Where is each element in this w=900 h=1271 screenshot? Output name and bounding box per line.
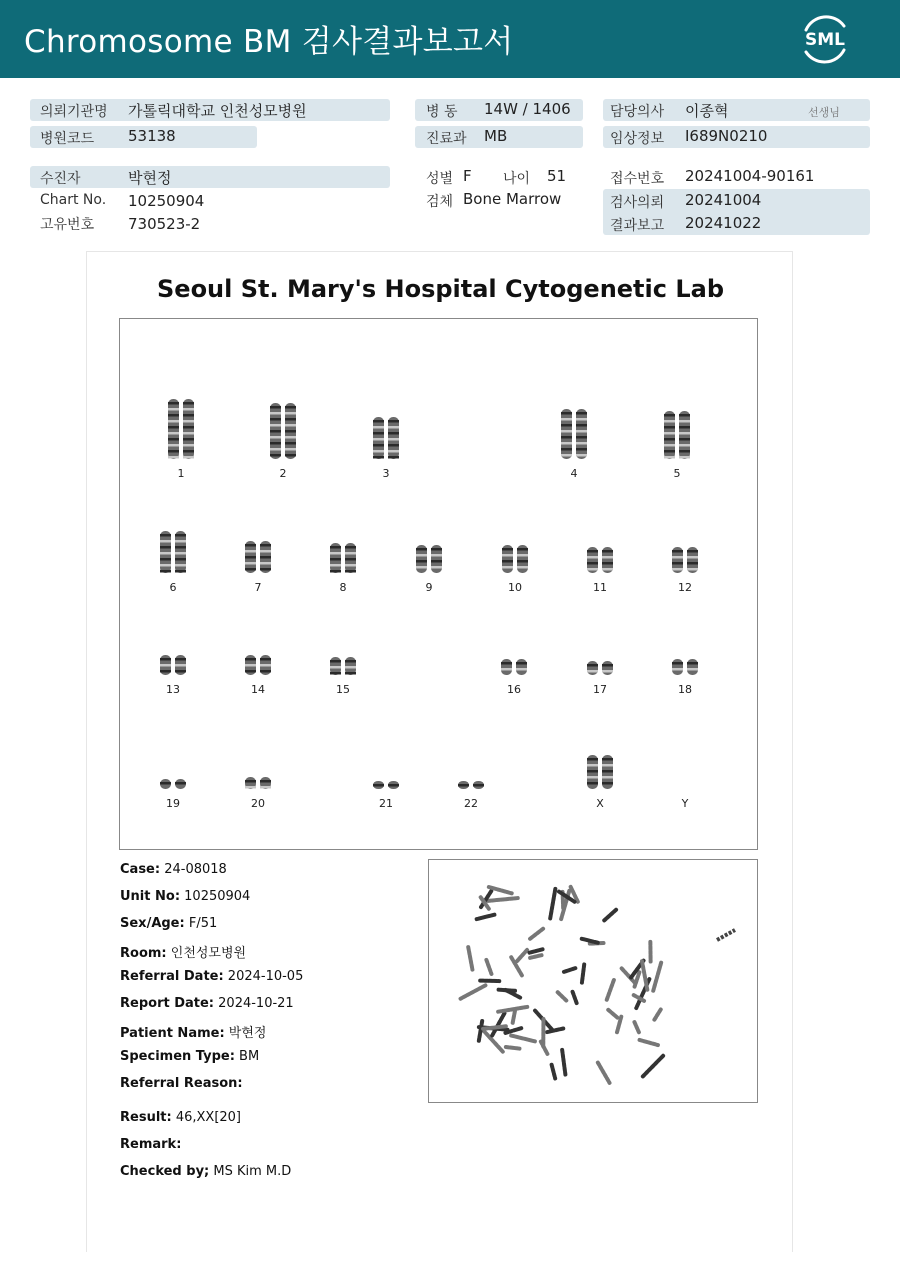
chromosome-label-20: 20 bbox=[251, 797, 265, 810]
detail-row bbox=[120, 1022, 266, 1041]
report-date-label: 결과보고 bbox=[610, 218, 665, 234]
ward-value: 14W / 1406 bbox=[484, 100, 571, 118]
detail-label: Remark: bbox=[120, 1137, 182, 1152]
ward-label: 병 동 bbox=[426, 104, 458, 120]
chromosome-label-13: 13 bbox=[166, 683, 180, 696]
chromosome-pair-8 bbox=[326, 542, 360, 574]
sml-logo-icon bbox=[798, 12, 852, 66]
detail-value: 46,XX[20] bbox=[171, 1110, 242, 1125]
chromosome-label-18: 18 bbox=[678, 683, 692, 696]
dept-label: 진료과 bbox=[426, 131, 467, 147]
detail-value: 2024-10-21 bbox=[214, 996, 294, 1011]
metaphase-image bbox=[428, 859, 758, 1103]
chromosome-label-7: 7 bbox=[254, 581, 262, 594]
chromosome-label-3: 3 bbox=[382, 467, 390, 480]
detail-row bbox=[120, 942, 246, 961]
chromosome-pair-15 bbox=[326, 656, 360, 676]
detail-row bbox=[120, 996, 294, 1011]
chromosome-label-y: Y bbox=[681, 797, 689, 810]
chromosome-label-x: X bbox=[596, 797, 604, 810]
chromosome-pair-3 bbox=[369, 416, 403, 460]
chromosome-pair-1 bbox=[164, 398, 198, 460]
chromosome-pair-10 bbox=[498, 544, 532, 574]
chromosome-label-11: 11 bbox=[593, 581, 607, 594]
chart-label: Chart No. bbox=[40, 192, 107, 208]
header-bar bbox=[0, 0, 900, 78]
chromosome-pair-13 bbox=[156, 654, 190, 676]
sex-value: F bbox=[463, 167, 472, 185]
detail-value: 인천성모병원 bbox=[166, 946, 247, 961]
chromosome-pair-14 bbox=[241, 654, 275, 676]
chromosome-label-4: 4 bbox=[570, 467, 578, 480]
dept-value: MB bbox=[484, 127, 508, 145]
chromosome-pair-19 bbox=[156, 778, 190, 790]
specimen-value: Bone Marrow bbox=[463, 190, 562, 208]
detail-row bbox=[120, 1110, 241, 1125]
chromosome-pair-12 bbox=[668, 546, 702, 574]
detail-value: F/51 bbox=[184, 916, 218, 931]
chromosome-label-8: 8 bbox=[339, 581, 347, 594]
patient-pill bbox=[30, 166, 390, 188]
detail-label: Referral Date: bbox=[120, 969, 224, 984]
doctor-label: 담당의사 bbox=[610, 104, 665, 120]
detail-row bbox=[120, 1137, 181, 1152]
doctor-value: 이종혁 bbox=[685, 102, 729, 120]
institution-label: 의뢰기관명 bbox=[40, 104, 108, 120]
hospital-code-label: 병원코드 bbox=[40, 131, 95, 147]
receipt-value: 20241004-90161 bbox=[685, 167, 815, 185]
chromosome-label-17: 17 bbox=[593, 683, 607, 696]
clinical-value: I689N0210 bbox=[685, 127, 768, 145]
hospital-code-value: 53138 bbox=[128, 127, 176, 145]
chromosome-pair-21 bbox=[369, 780, 403, 790]
request-label: 검사의뢰 bbox=[610, 195, 665, 211]
patient-value: 박현정 bbox=[128, 169, 172, 187]
chromosome-label-21: 21 bbox=[379, 797, 393, 810]
clinical-label: 임상정보 bbox=[610, 131, 665, 147]
logo-text: SML bbox=[805, 30, 845, 50]
age-label: 나이 bbox=[503, 171, 531, 187]
chromosome-pair-20 bbox=[241, 776, 275, 790]
chromosome-pair-11 bbox=[583, 546, 617, 574]
chromosome-pair-18 bbox=[668, 658, 702, 676]
chromosome-label-19: 19 bbox=[166, 797, 180, 810]
detail-label: Patient Name: bbox=[120, 1026, 225, 1041]
chromosome-label-9: 9 bbox=[425, 581, 433, 594]
chromosome-label-16: 16 bbox=[507, 683, 521, 696]
receipt-label: 접수번호 bbox=[610, 171, 665, 187]
chromosome-label-1: 1 bbox=[177, 467, 185, 480]
detail-row bbox=[120, 889, 250, 904]
report-title: Chromosome BM 검사결과보고서 bbox=[24, 24, 514, 60]
detail-label: Unit No: bbox=[120, 889, 181, 904]
chromosome-label-2: 2 bbox=[279, 467, 287, 480]
chromosome-pair-6 bbox=[156, 530, 190, 574]
detail-row bbox=[120, 1076, 243, 1091]
sex-label: 성별 bbox=[426, 171, 454, 187]
chromosome-label-12: 12 bbox=[678, 581, 692, 594]
detail-value: 2024-10-05 bbox=[223, 969, 304, 984]
uid-label: 고유번호 bbox=[40, 217, 95, 233]
detail-row bbox=[120, 969, 303, 984]
chromosome-pair-x bbox=[583, 754, 617, 790]
chromosome-pair-9 bbox=[412, 544, 446, 574]
detail-row bbox=[120, 916, 217, 931]
chromosome-label-22: 22 bbox=[464, 797, 478, 810]
chromosome-pair-7 bbox=[241, 540, 275, 574]
institution-value: 가톨릭대학교 인천성모병원 bbox=[128, 102, 307, 120]
detail-value: 박현정 bbox=[224, 1026, 267, 1041]
detail-value: 24-08018 bbox=[160, 862, 227, 877]
doctor-suffix: 선생님 bbox=[808, 106, 840, 119]
detail-label: Result: bbox=[120, 1110, 172, 1125]
chromosome-label-15: 15 bbox=[336, 683, 350, 696]
chromosome-label-14: 14 bbox=[251, 683, 265, 696]
chromosome-pair-5 bbox=[660, 410, 694, 460]
chromosome-pair-22 bbox=[454, 780, 488, 790]
report-date-value: 20241022 bbox=[685, 214, 762, 232]
chart-value: 10250904 bbox=[128, 192, 205, 210]
specimen-label: 검체 bbox=[426, 194, 454, 210]
detail-row bbox=[120, 1164, 291, 1179]
chromosome-pair-2 bbox=[266, 402, 300, 460]
detail-label: Checked by; bbox=[120, 1164, 210, 1179]
chromosome-label-10: 10 bbox=[508, 581, 522, 594]
detail-row bbox=[120, 1049, 259, 1064]
request-value: 20241004 bbox=[685, 191, 762, 209]
chromosome-pair-17 bbox=[583, 660, 617, 676]
detail-label: Report Date: bbox=[120, 996, 215, 1011]
patient-label: 수진자 bbox=[40, 171, 81, 187]
detail-label: Room: bbox=[120, 946, 167, 961]
age-value: 51 bbox=[547, 167, 567, 185]
detail-label: Specimen Type: bbox=[120, 1049, 235, 1064]
detail-label: Referral Reason: bbox=[120, 1076, 243, 1091]
detail-label: Case: bbox=[120, 862, 161, 877]
chromosome-label-5: 5 bbox=[673, 467, 681, 480]
detail-value: 10250904 bbox=[180, 889, 251, 904]
lab-title: Seoul St. Mary's Hospital Cytogenetic Lab bbox=[157, 275, 724, 303]
metaphase-spread-svg bbox=[429, 860, 757, 1102]
chromosome-pair-4 bbox=[557, 408, 591, 460]
uid-value: 730523-2 bbox=[128, 215, 201, 233]
chromosome-pair-16 bbox=[497, 658, 531, 676]
detail-label: Sex/Age: bbox=[120, 916, 185, 931]
detail-value: BM bbox=[234, 1049, 260, 1064]
detail-row bbox=[120, 862, 227, 877]
chromosome-label-6: 6 bbox=[169, 581, 177, 594]
detail-value: MS Kim M.D bbox=[209, 1164, 292, 1179]
